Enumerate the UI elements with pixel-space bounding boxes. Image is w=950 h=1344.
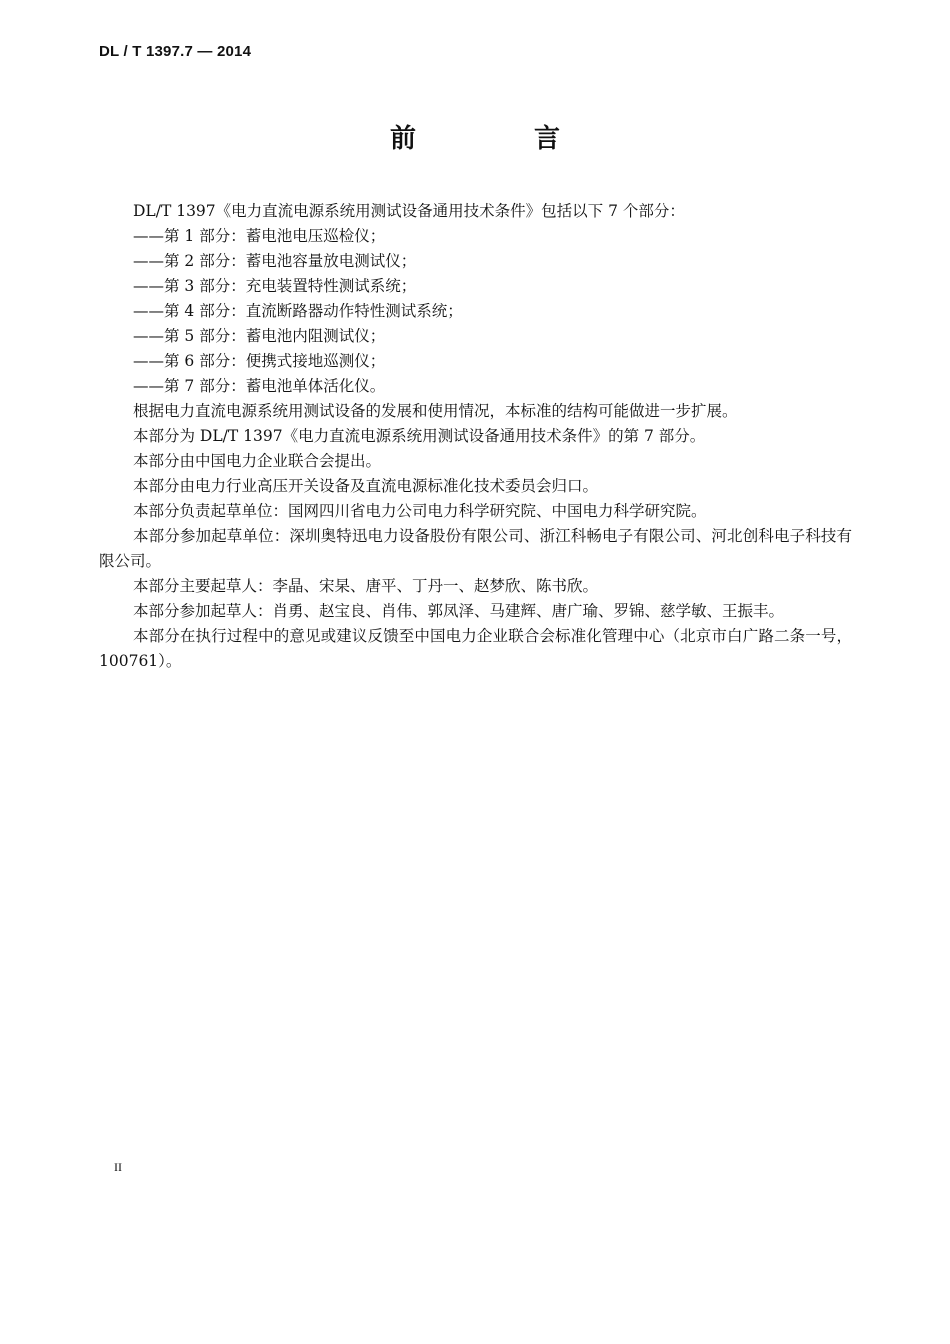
list-item: ——第 2 部分：蓄电池容量放电测试仪； <box>133 252 417 270</box>
paragraph: 本部分由电力行业高压开关设备及直流电源标准化技术委员会归口。 <box>133 477 599 495</box>
paragraph: 本部分在执行过程中的意见或建议反馈至中国电力企业联合会标准化管理中心（北京市白广路二条一号，100761）。 <box>99 627 852 670</box>
list-item: ——第 7 部分：蓄电池单体活化仪。 <box>133 377 386 395</box>
page-title: 前 言 <box>389 124 606 154</box>
list-item: ——第 4 部分：直流断路器动作特性测试系统； <box>133 302 463 320</box>
list-item: ——第 6 部分：便携式接地巡测仪； <box>133 352 386 370</box>
preface-body <box>99 199 852 674</box>
paragraph: 本部分主要起草人：李晶、宋杲、唐平、丁丹一、赵梦欣、陈书欣。 <box>133 577 599 595</box>
document-code: DL / T 1397.7 — 2014 <box>99 43 252 60</box>
list-item: ——第 5 部分：蓄电池内阻测试仪； <box>133 327 386 345</box>
list-item: ——第 3 部分：充电装置特性测试系统； <box>133 277 417 295</box>
list-item: ——第 1 部分：蓄电池电压巡检仪； <box>133 227 386 245</box>
page-number: II <box>114 1160 122 1174</box>
intro-line: DL/T 1397《电力直流电源系统用测试设备通用技术条件》包括以下 7 个部分： <box>133 202 685 220</box>
paragraph: 本部分参加起草人：肖勇、赵宝良、肖伟、郭凤泽、马建辉、唐广瑜、罗锦、慈学敏、王振丰。 <box>133 602 785 620</box>
paragraph: 根据电力直流电源系统用测试设备的发展和使用情况，本标准的结构可能做进一步扩展。 <box>133 402 738 420</box>
paragraph: 本部分参加起草单位：深圳奥特迅电力设备股份有限公司、浙江科畅电子有限公司、河北创科电子科技有限公司。 <box>99 527 852 570</box>
paragraph: 本部分负责起草单位：国网四川省电力公司电力科学研究院、中国电力科学研究院。 <box>133 502 707 520</box>
paragraph: 本部分为 DL/T 1397《电力直流电源系统用测试设备通用技术条件》的第 7 部分。 <box>133 427 706 445</box>
paragraph: 本部分由中国电力企业联合会提出。 <box>133 452 382 470</box>
